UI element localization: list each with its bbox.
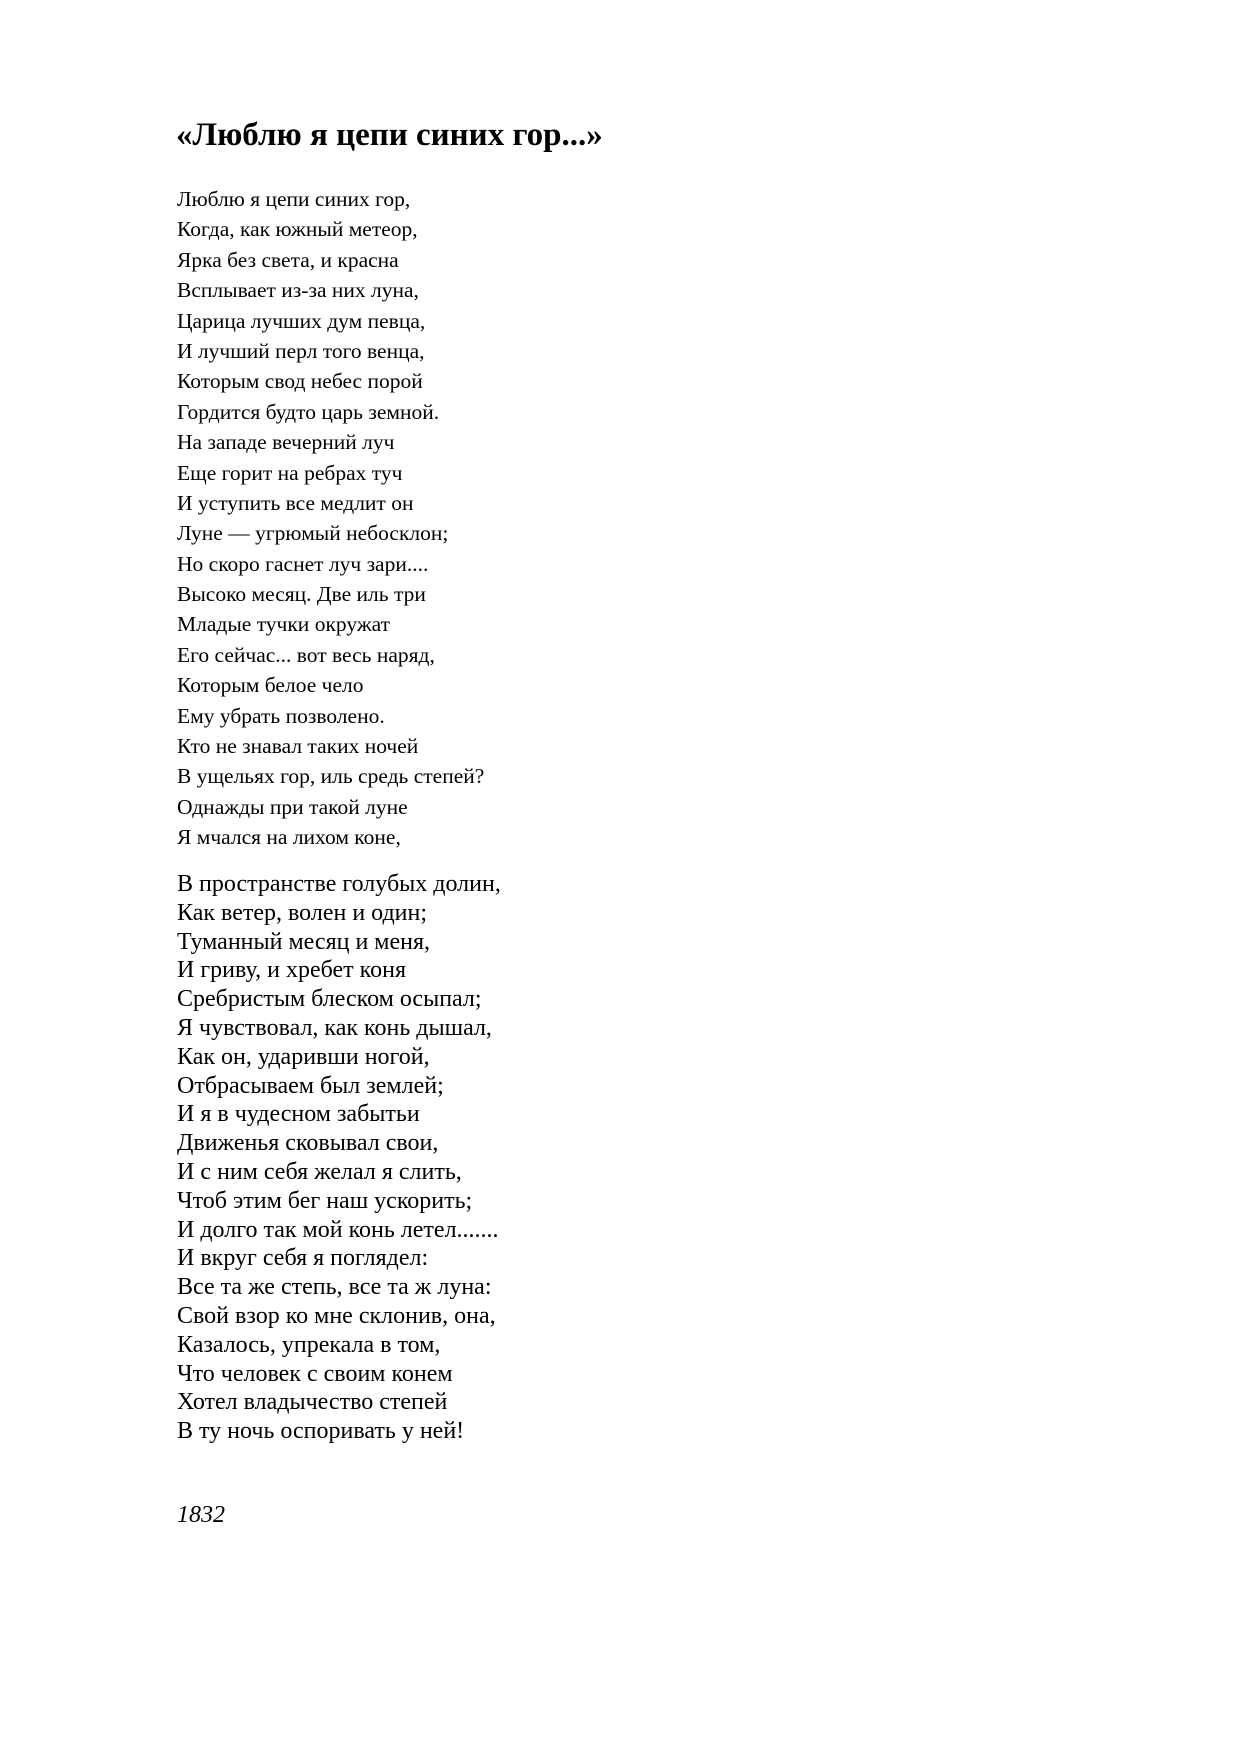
poem-line: Луне — угрюмый небосклон; [177, 521, 449, 546]
poem-line: Что человек с своим конем [177, 1360, 453, 1387]
poem-line: Сребристым блеском осыпал; [177, 986, 482, 1013]
poem-title: «Люблю я цепи синих гор...» [176, 117, 603, 153]
poem-line: В ущельях гор, иль средь степей? [177, 764, 485, 789]
poem-line: Я мчался на лихом коне, [177, 825, 401, 850]
stanza-1 [177, 184, 484, 853]
poem-line: И я в чудесном забытьи [177, 1101, 420, 1128]
poem-line: На западе вечерний луч [177, 430, 395, 455]
poem-line: Которым белое чело [177, 673, 364, 698]
poem-line: В пространстве голубых долин, [177, 871, 501, 897]
poem-line: И долго так мой конь летел....... [177, 1216, 499, 1243]
poem-line: Все та же степь, все та ж луна: [177, 1274, 492, 1301]
poem-line: Как ветер, волен и один; [177, 899, 428, 926]
poem-line: Младые тучки окружат [177, 612, 391, 637]
poem-line: Но скоро гаснет луч зари.... [177, 551, 429, 576]
poem-date: 1832 [177, 1502, 225, 1528]
poem-line: Однажды при такой луне [177, 794, 408, 819]
poem-line: И гриву, и хребет коня [177, 957, 406, 984]
poem-line: Еще горит на ребрах туч [177, 460, 403, 485]
poem-line: Гордится будто царь земной. [177, 399, 440, 424]
poem-line: Движенья сковывал свои, [177, 1130, 439, 1157]
poem-line: Всплывает из-за них луна, [177, 278, 419, 303]
poem-line: Я чувствовал, как конь дышал, [177, 1014, 492, 1041]
poem-line: В ту ночь оспоривать у ней! [177, 1418, 465, 1445]
poem-line: Отбрасываем был землей; [177, 1072, 444, 1099]
poem-line: Когда, как южный метеор, [177, 217, 418, 242]
poem-line: Хотел владычество степей [177, 1389, 448, 1416]
poem-line: И уступить все медлит он [177, 490, 414, 515]
poem-line: Которым свод небес порой [177, 369, 423, 394]
poem-line: Люблю я цепи синих гор, [177, 187, 411, 211]
poem-line: И вкруг себя я поглядел: [177, 1245, 429, 1272]
poem-line: Высоко месяц. Две иль три [177, 582, 426, 607]
poem-line: Ярка без света, и красна [177, 247, 399, 272]
poem-line: Царица лучших дум певца, [177, 308, 426, 333]
poem-line: И лучший перл того венца, [177, 338, 425, 363]
stanza-2 [177, 870, 501, 1446]
poem-line: Ему убрать позволено. [177, 703, 385, 728]
poem-line: Его сейчас... вот весь наряд, [177, 642, 435, 667]
poem-line: Как он, ударивши ногой, [177, 1043, 430, 1070]
poem-line: И с ним себя желал я слить, [177, 1158, 462, 1185]
poem-line: Казалось, упрекала в том, [177, 1331, 441, 1358]
poem-line: Свой взор ко мне склонив, она, [177, 1302, 496, 1329]
poem-line: Чтоб этим бег наш ускорить; [177, 1187, 473, 1214]
poem-line: Туманный месяц и меня, [177, 928, 431, 955]
poem-line: Кто не знавал таких ночей [177, 734, 419, 759]
